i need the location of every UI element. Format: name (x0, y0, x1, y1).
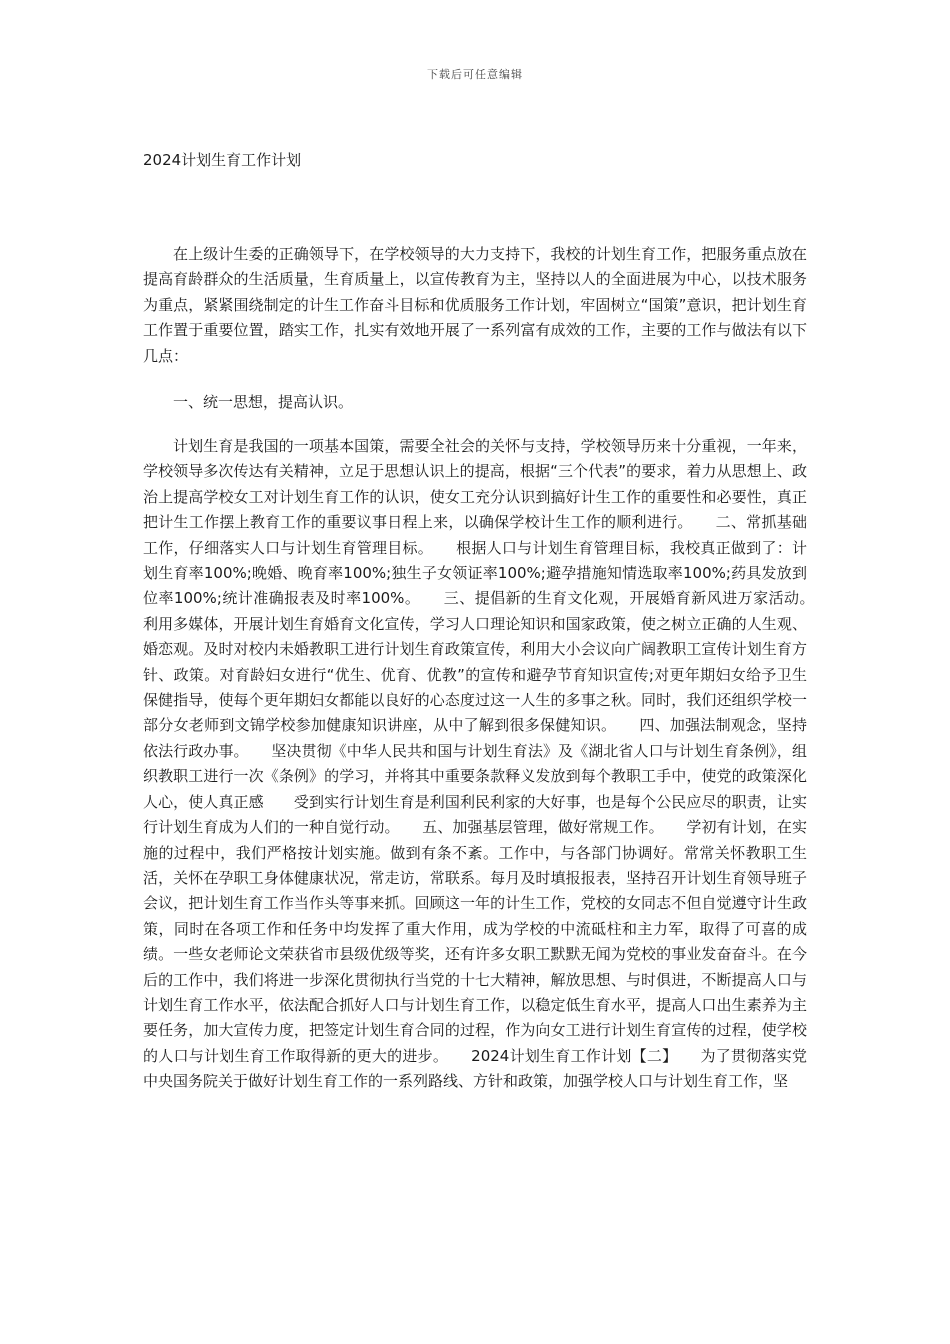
intro-paragraph: 在上级计生委的正确领导下，在学校领导的大力支持下，我校的计划生育工作，把服务重点放在提高育龄群众的生活质量，生育质量上，以宣传教育为主，坚持以人的全面进展为中心，以技术服务为重点，紧紧围绕制定的计生工作奋斗目标和优质服务工作计划，牢固树立“国策”意识，把计划生育工作置于重要位置，踏实工作，扎实有效地开展了一系列富有成效的工作，主要的工作与做法有以下几点： (143, 245, 807, 365)
section-heading-1: 一、统一思想，提高认识。 (173, 393, 354, 411)
main-paragraph: 计划生育是我国的一项基本国策，需要全社会的关怀与支持，学校领导历来十分重视，一年来，学校领导多次传达有关精神，立足于思想认识上的提高，根据“三个代表”的要求，着力从思想上、政治上提高学校女工对计划生育工作的认识，使女工充分认识到搞好计生工作的重要性和必要性，真正把计生工作摆上教育工作的重要议事日程上来，以确保学校计生工作的顺利进行。 二、常抓基础工作，仔细落实人口与计划生育管理目标。 根据人口与计划生育管理目标，我校真正做到了：计划生育率100%;晚婚、晚育率100%;独生子女领证率100%;避孕措施知情选取率100%;药具发放到位率100%;统计准确报表及时率100%。 三、提倡新的生育文化观，开展婚育新风进万家活动。 利用多媒体，开展计划生育婚育文化宣传，学习人口理论知识和国家政策，使之树立正确的人生观、婚恋观。及时对校内未婚教职工进行计划生育政策宣传，利用大小会议向广阔教职工宣传计划生育方针、政策。对育龄妇女进行“优生、优育、优教”的宣传和避孕节育知识宣传;对更年期妇女给予卫生保健指导，使每个更年期妇女都能以良好的心态度过这一人生的多事之秋。同时，我们还组织学校一部分女老师到文锦学校参加健康知识讲座，从中了解到很多保健知识。 四、加强法制观念，坚持依法行政办事。 坚决贯彻《中华人民共和国与计划生育法》及《湖北省人口与计划生育条例》，组织教职工进行一次《条例》的学习，并将其中重要条款释义发放到每个教职工手中，使党的政策深化人心，使人真正感 受到实行计划生育是利国利民利家的大好事，也是每个公民应尽的职责，让实行计划生育成为人们的一种自觉行动。 五、加强基层管理，做好常规工作。 学初有计划，在实施的过程中，我们严格按计划实施。做到有条不紊。工作中，与各部门协调好。常常关怀教职工生活，关怀在孕职工身体健康状况，常走访，常联系。每月及时填报报表，坚持召开计划生育领导班子会议，把计划生育工作当作头等事来抓。回顾这一年的计生工作，党校的女同志不但自觉遵守计生政策，同时在各项工作和任务中均发挥了重大作用，成为学校的中流砥柱和主力军，取得了可喜的成绩。一些女老师论文荣获省市县级优级等奖，还有许多女职工默默无闻为党校的事业发奋奋斗。在今后的工作中，我们将进一步深化贯彻执行当党的十七大精神，解放思想、与时俱进，不断提高人口与计划生育工作水平，依法配合抓好人口与计划生育工作，以稳定低生育水平，提高人口出生素养为主要任务，加大宣传力度，把签定计划生育合同的过程，作为向女工进行计划生育宣传的过程，使学校的人口与计划生育工作取得新的更大的进步。 2024计划生育工作计划【二】 为了贯彻落实党中央国务院关于做好计划生育工作的一系列路线、方针和政策，加强学校人口与计划生育工作，坚 (143, 437, 838, 1091)
header-note: 下载后可任意编辑 (427, 68, 523, 81)
document-title: 2024计划生育工作计划 (143, 151, 302, 169)
